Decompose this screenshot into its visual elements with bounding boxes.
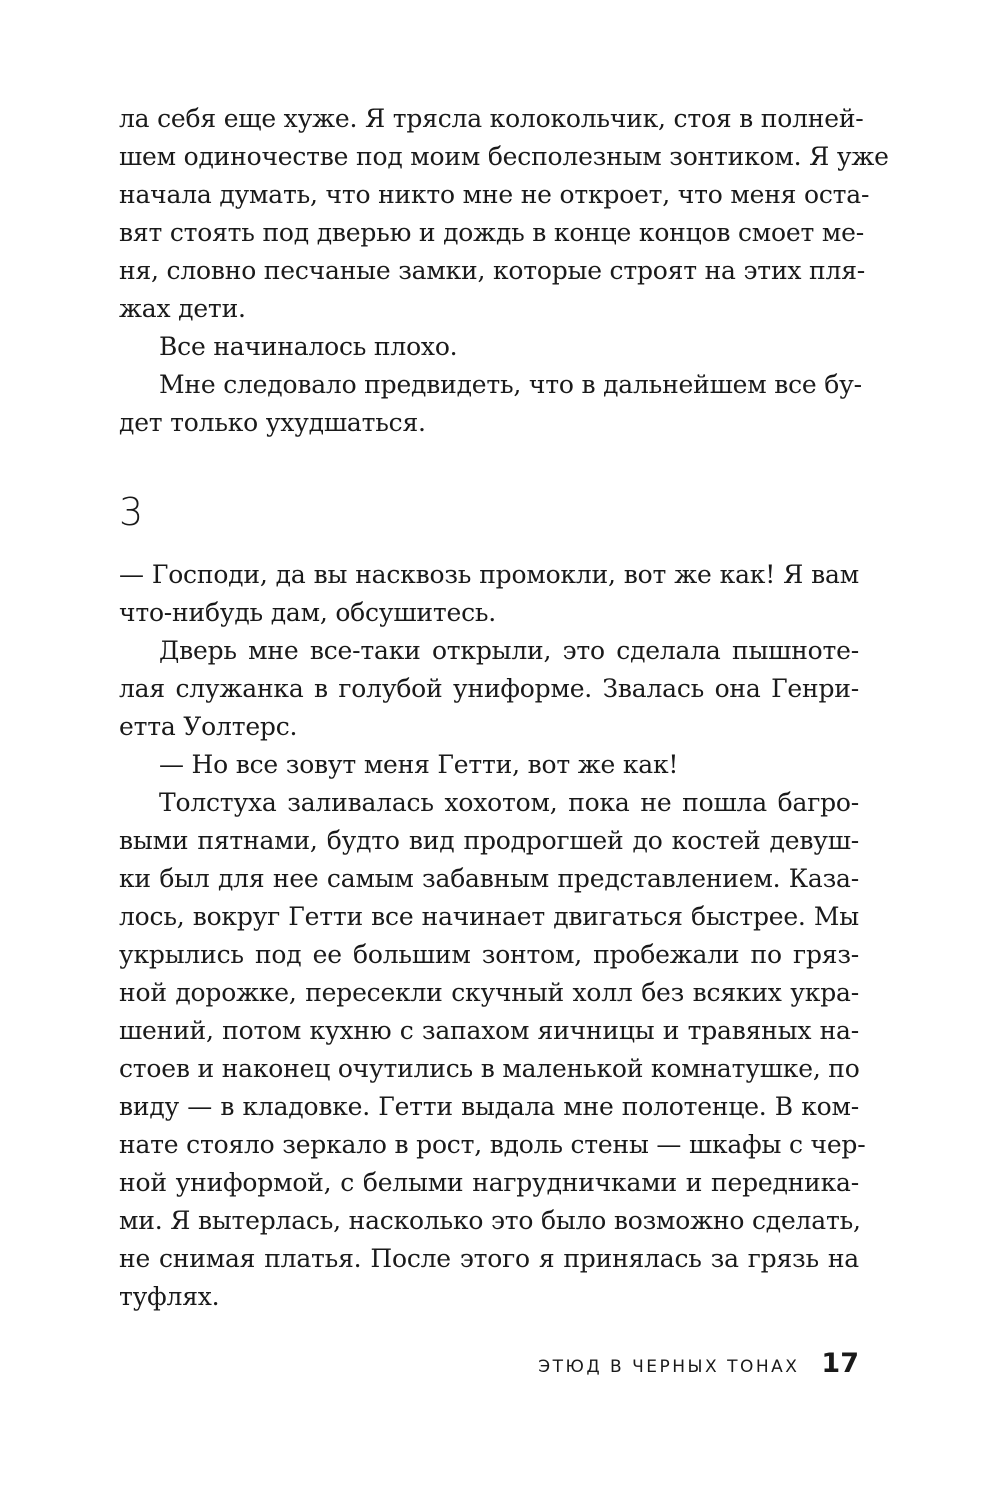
text-line: что-нибудь дам, обсушитесь.: [119, 598, 497, 627]
text-line: етта Уолтерс.: [119, 712, 298, 741]
text-line: вят стоять под дверью и дождь в конце концов смоет ме-: [119, 218, 864, 247]
text-line: ми. Я вытерлась, насколько это было возможно сделать,: [119, 1206, 861, 1235]
text-line: — Господи, да вы насквозь промокли, вот же как! Я вам: [119, 560, 859, 589]
text-line: ня, словно песчаные замки, которые строят на этих пля-: [119, 256, 866, 285]
text-line: не снимая платья. После этого я принялась за грязь на: [119, 1244, 859, 1273]
page-number: 17: [821, 1348, 859, 1379]
running-title: ЭТЮД В ЧЕРНЫХ ТОНАХ: [538, 1357, 800, 1377]
text-line: ла себя еще хуже. Я трясла колокольчик, стоя в полней-: [119, 104, 864, 133]
text-line: выми пятнами, будто вид продрогшей до костей девуш-: [119, 826, 859, 855]
text-line: Толстуха заливалась хохотом, пока не пошла багро-: [159, 788, 859, 817]
text-line: шем одиночестве под моим бесполезным зонтиком. Я уже: [119, 142, 889, 171]
chapter-number: 3: [119, 490, 144, 534]
page-footer: [119, 1348, 859, 1382]
text-line: туфлях.: [119, 1282, 220, 1311]
text-line: виду — в кладовке. Гетти выдала мне полотенце. В ком-: [119, 1092, 859, 1121]
text-line: шений, потом кухню с запахом яичницы и травяных на-: [119, 1016, 859, 1045]
text-line: дет только ухудшаться.: [119, 408, 426, 437]
text-line: — Но все зовут меня Гетти, вот же как!: [159, 750, 679, 779]
text-line: лось, вокруг Гетти все начинает двигаться быстрее. Мы: [119, 902, 859, 931]
text-line: Мне следовало предвидеть, что в дальнейшем все бу-: [159, 370, 862, 399]
text-block-1: [119, 100, 889, 442]
text-line: нате стояло зеркало в рост, вдоль стены — шкафы с чер-: [119, 1130, 866, 1159]
text-line: лая служанка в голубой униформе. Звалась она Генри-: [119, 674, 859, 703]
text-line: ной дорожке, пересекли скучный холл без всяких укра-: [119, 978, 859, 1007]
text-line: начала думать, что никто мне не откроет, что меня оста-: [119, 180, 870, 209]
text-line: Все начиналось плохо.: [159, 332, 458, 361]
text-block-2: [119, 556, 866, 1316]
text-line: укрылись под ее большим зонтом, пробежали по гряз-: [119, 940, 859, 969]
text-line: ки был для нее самым забавным представлением. Каза-: [119, 864, 859, 893]
text-line: стоев и наконец очутились в маленькой комнатушке, по: [119, 1054, 860, 1083]
text-line: жах дети.: [119, 294, 246, 323]
text-line: ной униформой, с белыми нагрудничками и передника-: [119, 1168, 859, 1197]
text-line: Дверь мне все-таки открыли, это сделала пышноте-: [159, 636, 859, 665]
